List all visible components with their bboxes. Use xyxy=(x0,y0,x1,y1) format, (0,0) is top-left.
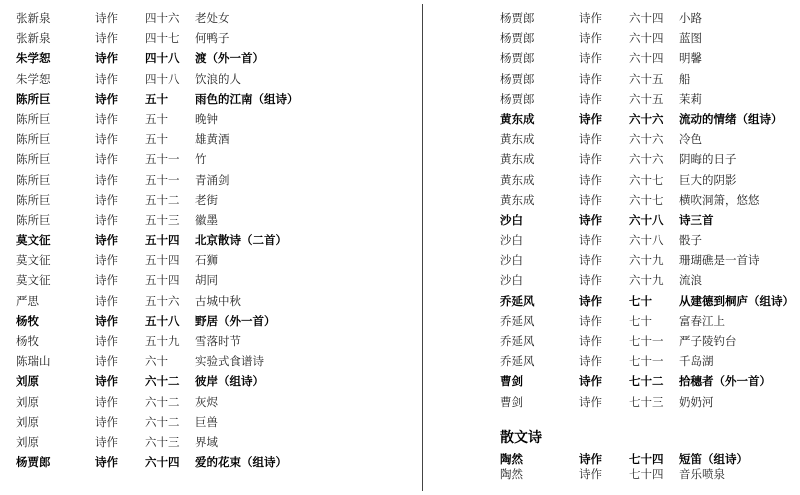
author-cell: 沙白 xyxy=(500,273,523,288)
title-cell: 巨兽 xyxy=(195,414,218,429)
author-cell: 杨贾郎 xyxy=(500,31,535,46)
author-cell: 沙白 xyxy=(500,233,523,248)
title-cell: 拾穗者（外一首） xyxy=(679,374,771,389)
genre-cell: 诗作 xyxy=(579,253,602,268)
table-row xyxy=(16,89,406,109)
issue-cell: 六十七 xyxy=(629,192,664,207)
issue-cell: 四十八 xyxy=(145,51,180,66)
table-row xyxy=(500,311,795,331)
title-cell: 竹 xyxy=(195,152,207,167)
author-cell: 莫文征 xyxy=(16,233,51,248)
author-cell: 黄东成 xyxy=(500,192,535,207)
table-row xyxy=(16,432,406,452)
author-cell: 朱学恕 xyxy=(16,51,51,66)
issue-cell: 五十一 xyxy=(145,152,180,167)
title-cell: 巨大的阴影 xyxy=(679,172,737,187)
title-cell: 短笛（组诗） xyxy=(679,451,748,466)
author-cell: 陈所巨 xyxy=(16,192,51,207)
title-cell: 石狮 xyxy=(195,253,218,268)
issue-cell: 六十五 xyxy=(629,71,664,86)
author-cell: 沙白 xyxy=(500,253,523,268)
table-row xyxy=(500,467,795,482)
table-row xyxy=(16,129,406,149)
genre-cell: 诗作 xyxy=(95,51,118,66)
section-heading: 散文诗 xyxy=(500,429,542,446)
issue-cell: 六十二 xyxy=(145,414,180,429)
issue-cell: 五十六 xyxy=(145,293,180,308)
genre-cell: 诗作 xyxy=(579,111,602,126)
genre-cell: 诗作 xyxy=(579,152,602,167)
author-cell: 刘原 xyxy=(16,394,39,409)
genre-cell: 诗作 xyxy=(579,172,602,187)
genre-cell: 诗作 xyxy=(579,313,602,328)
genre-cell: 诗作 xyxy=(579,132,602,147)
genre-cell: 诗作 xyxy=(95,172,118,187)
issue-cell: 七十四 xyxy=(629,451,664,466)
genre-cell: 诗作 xyxy=(95,374,118,389)
title-cell: 徽墨 xyxy=(195,212,218,227)
issue-cell: 六十六 xyxy=(629,111,664,126)
genre-cell: 诗作 xyxy=(95,71,118,86)
table-row xyxy=(500,170,795,190)
title-cell: 音乐喷泉 xyxy=(679,466,725,481)
genre-cell: 诗作 xyxy=(579,71,602,86)
table-row xyxy=(500,28,795,48)
title-cell: 横吹洞箫，悠悠 xyxy=(679,192,760,207)
author-cell: 陈所巨 xyxy=(16,172,51,187)
title-cell: 界域 xyxy=(195,434,218,449)
author-cell: 刘原 xyxy=(16,374,39,389)
genre-cell: 诗作 xyxy=(579,374,602,389)
issue-cell: 五十 xyxy=(145,91,168,106)
issue-cell: 五十二 xyxy=(145,192,180,207)
author-cell: 严思 xyxy=(16,293,39,308)
issue-cell: 六十二 xyxy=(145,394,180,409)
title-cell: 胡同 xyxy=(195,273,218,288)
author-cell: 陈所巨 xyxy=(16,212,51,227)
issue-cell: 六十三 xyxy=(145,434,180,449)
author-cell: 陈所巨 xyxy=(16,111,51,126)
table-row xyxy=(16,149,406,169)
title-cell: 珊瑚礁是一首诗 xyxy=(679,253,760,268)
issue-cell: 六十九 xyxy=(629,273,664,288)
title-cell: 船 xyxy=(679,71,691,86)
issue-cell: 七十三 xyxy=(629,394,664,409)
issue-cell: 六十六 xyxy=(629,152,664,167)
title-cell: 骰子 xyxy=(679,233,702,248)
title-cell: 流浪 xyxy=(679,273,702,288)
genre-cell: 诗作 xyxy=(95,293,118,308)
issue-cell: 六十四 xyxy=(629,51,664,66)
author-cell: 杨贾郎 xyxy=(500,51,535,66)
issue-cell: 六十六 xyxy=(629,132,664,147)
table-row xyxy=(500,331,795,351)
table-row xyxy=(500,452,795,467)
genre-cell: 诗作 xyxy=(95,455,118,470)
table-row xyxy=(500,149,795,169)
table-row xyxy=(16,331,406,351)
genre-cell: 诗作 xyxy=(579,212,602,227)
author-cell: 杨牧 xyxy=(16,313,39,328)
issue-cell: 七十 xyxy=(629,293,652,308)
issue-cell: 五十九 xyxy=(145,334,180,348)
issue-cell: 六十四 xyxy=(629,31,664,46)
author-cell: 乔延风 xyxy=(500,354,535,369)
author-cell: 沙白 xyxy=(500,212,523,227)
table-row xyxy=(500,351,795,371)
table-row xyxy=(500,109,795,129)
author-cell: 莫文征 xyxy=(16,253,51,268)
issue-cell: 六十 xyxy=(145,354,168,369)
genre-cell: 诗作 xyxy=(95,434,118,449)
table-row xyxy=(16,412,406,432)
table-row xyxy=(500,392,795,412)
author-cell: 曹剑 xyxy=(500,394,523,409)
author-cell: 乔延风 xyxy=(500,334,535,348)
title-cell: 小路 xyxy=(679,11,702,25)
title-cell: 北京散诗（二首） xyxy=(195,233,287,248)
table-row xyxy=(500,291,795,311)
genre-cell: 诗作 xyxy=(95,253,118,268)
author-cell: 杨贾郎 xyxy=(500,71,535,86)
genre-cell: 诗作 xyxy=(579,451,602,466)
table-row xyxy=(16,311,406,331)
title-cell: 爱的花束（组诗） xyxy=(195,455,287,470)
title-cell: 老处女 xyxy=(195,11,230,25)
title-cell: 实验式食谱诗 xyxy=(195,354,264,369)
genre-cell: 诗作 xyxy=(579,334,602,348)
genre-cell: 诗作 xyxy=(579,91,602,106)
author-cell: 陈瑞山 xyxy=(16,354,51,369)
author-cell: 黄东成 xyxy=(500,152,535,167)
genre-cell: 诗作 xyxy=(579,394,602,409)
genre-cell: 诗作 xyxy=(95,152,118,167)
issue-cell: 五十 xyxy=(145,132,168,147)
genre-cell: 诗作 xyxy=(95,132,118,147)
title-cell: 阴晦的日子 xyxy=(679,152,737,167)
table-row xyxy=(16,170,406,190)
genre-cell: 诗作 xyxy=(95,91,118,106)
author-cell: 杨贾郎 xyxy=(500,11,535,25)
genre-cell: 诗作 xyxy=(579,233,602,248)
title-cell: 青涌剑 xyxy=(195,172,230,187)
title-cell: 古城中秋 xyxy=(195,293,241,308)
title-cell: 雪落时节 xyxy=(195,334,241,348)
table-row xyxy=(500,69,795,89)
issue-cell: 七十四 xyxy=(629,466,664,481)
genre-cell: 诗作 xyxy=(579,192,602,207)
title-cell: 何鸭子 xyxy=(195,31,230,46)
table-row xyxy=(16,48,406,68)
issue-cell: 四十六 xyxy=(145,11,180,25)
author-cell: 黄东成 xyxy=(500,111,535,126)
table-row xyxy=(16,190,406,210)
table-row xyxy=(16,452,406,472)
table-row xyxy=(16,8,406,28)
author-cell: 陈所巨 xyxy=(16,91,51,106)
genre-cell: 诗作 xyxy=(579,354,602,369)
genre-cell: 诗作 xyxy=(579,51,602,66)
table-row xyxy=(16,392,406,412)
title-cell: 明馨 xyxy=(679,51,702,66)
title-cell: 蓝图 xyxy=(679,31,702,46)
issue-cell: 五十四 xyxy=(145,253,180,268)
author-cell: 陶然 xyxy=(500,466,523,481)
table-row xyxy=(500,190,795,210)
author-cell: 黄东成 xyxy=(500,132,535,147)
genre-cell: 诗作 xyxy=(95,212,118,227)
table-row xyxy=(16,230,406,250)
table-row xyxy=(16,210,406,230)
title-cell: 雨色的江南（组诗） xyxy=(195,91,299,106)
issue-cell: 五十 xyxy=(145,111,168,126)
author-cell: 黄东成 xyxy=(500,172,535,187)
author-cell: 陈所巨 xyxy=(16,132,51,147)
title-cell: 灰烬 xyxy=(195,394,218,409)
title-cell: 饮浪的人 xyxy=(195,71,241,86)
title-cell: 老街 xyxy=(195,192,218,207)
author-cell: 刘原 xyxy=(16,414,39,429)
title-cell: 流动的情绪（组诗） xyxy=(679,111,783,126)
title-cell: 严子陵钓台 xyxy=(679,334,737,348)
author-cell: 张新泉 xyxy=(16,31,51,46)
title-cell: 彼岸（组诗） xyxy=(195,374,264,389)
genre-cell: 诗作 xyxy=(579,466,602,481)
title-cell: 诗三首 xyxy=(679,212,714,227)
issue-cell: 六十九 xyxy=(629,253,664,268)
title-cell: 从建德到桐庐（组诗） xyxy=(679,293,794,308)
issue-cell: 七十 xyxy=(629,313,652,328)
title-cell: 茉莉 xyxy=(679,91,702,106)
genre-cell: 诗作 xyxy=(95,11,118,25)
author-cell: 曹剑 xyxy=(500,374,523,389)
author-cell: 杨贾郎 xyxy=(16,455,51,470)
title-cell: 晚钟 xyxy=(195,111,218,126)
table-row xyxy=(16,291,406,311)
issue-cell: 六十四 xyxy=(145,455,180,470)
author-cell: 陈所巨 xyxy=(16,152,51,167)
title-cell: 野居（外一首） xyxy=(195,313,276,328)
issue-cell: 六十八 xyxy=(629,233,664,248)
genre-cell: 诗作 xyxy=(579,31,602,46)
author-cell: 莫文征 xyxy=(16,273,51,288)
table-row xyxy=(500,250,795,270)
genre-cell: 诗作 xyxy=(579,293,602,308)
table-row xyxy=(16,69,406,89)
right-entry-list xyxy=(500,8,795,412)
title-cell: 奶奶河 xyxy=(679,394,714,409)
table-row xyxy=(16,371,406,391)
genre-cell: 诗作 xyxy=(95,414,118,429)
title-cell: 雄黄酒 xyxy=(195,132,230,147)
genre-cell: 诗作 xyxy=(95,394,118,409)
issue-cell: 五十八 xyxy=(145,313,180,328)
genre-cell: 诗作 xyxy=(95,354,118,369)
author-cell: 朱学恕 xyxy=(16,71,51,86)
genre-cell: 诗作 xyxy=(95,233,118,248)
table-row xyxy=(16,28,406,48)
issue-cell: 五十三 xyxy=(145,212,180,227)
genre-cell: 诗作 xyxy=(95,31,118,46)
title-cell: 渡（外一首） xyxy=(195,51,264,66)
section-entry-list xyxy=(500,452,795,482)
column-divider xyxy=(422,4,423,491)
genre-cell: 诗作 xyxy=(95,192,118,207)
title-cell: 富春江上 xyxy=(679,313,725,328)
issue-cell: 七十一 xyxy=(629,354,664,369)
genre-cell: 诗作 xyxy=(95,273,118,288)
title-cell: 千岛湖 xyxy=(679,354,714,369)
author-cell: 乔延风 xyxy=(500,313,535,328)
issue-cell: 六十八 xyxy=(629,212,664,227)
author-cell: 乔延风 xyxy=(500,293,535,308)
title-cell: 冷色 xyxy=(679,132,702,147)
table-row xyxy=(16,109,406,129)
issue-cell: 四十八 xyxy=(145,71,180,86)
table-row xyxy=(16,270,406,290)
author-cell: 刘原 xyxy=(16,434,39,449)
table-row xyxy=(500,371,795,391)
author-cell: 陶然 xyxy=(500,451,523,466)
genre-cell: 诗作 xyxy=(579,273,602,288)
issue-cell: 四十七 xyxy=(145,31,180,46)
table-row xyxy=(500,230,795,250)
table-row xyxy=(16,351,406,371)
author-cell: 杨牧 xyxy=(16,334,39,348)
table-row xyxy=(500,8,795,28)
table-row xyxy=(500,210,795,230)
genre-cell: 诗作 xyxy=(95,111,118,126)
issue-cell: 六十四 xyxy=(629,11,664,25)
issue-cell: 五十四 xyxy=(145,273,180,288)
issue-cell: 六十二 xyxy=(145,374,180,389)
table-row xyxy=(16,250,406,270)
issue-cell: 七十二 xyxy=(629,374,664,389)
issue-cell: 五十一 xyxy=(145,172,180,187)
table-row xyxy=(500,270,795,290)
table-row xyxy=(500,89,795,109)
issue-cell: 六十五 xyxy=(629,91,664,106)
table-row xyxy=(500,129,795,149)
genre-cell: 诗作 xyxy=(95,313,118,328)
left-column xyxy=(16,8,406,472)
genre-cell: 诗作 xyxy=(95,334,118,348)
issue-cell: 六十七 xyxy=(629,172,664,187)
right-column xyxy=(500,8,795,482)
issue-cell: 七十一 xyxy=(629,334,664,348)
table-row xyxy=(500,48,795,68)
genre-cell: 诗作 xyxy=(579,11,602,25)
author-cell: 张新泉 xyxy=(16,11,51,25)
author-cell: 杨贾郎 xyxy=(500,91,535,106)
issue-cell: 五十四 xyxy=(145,233,180,248)
